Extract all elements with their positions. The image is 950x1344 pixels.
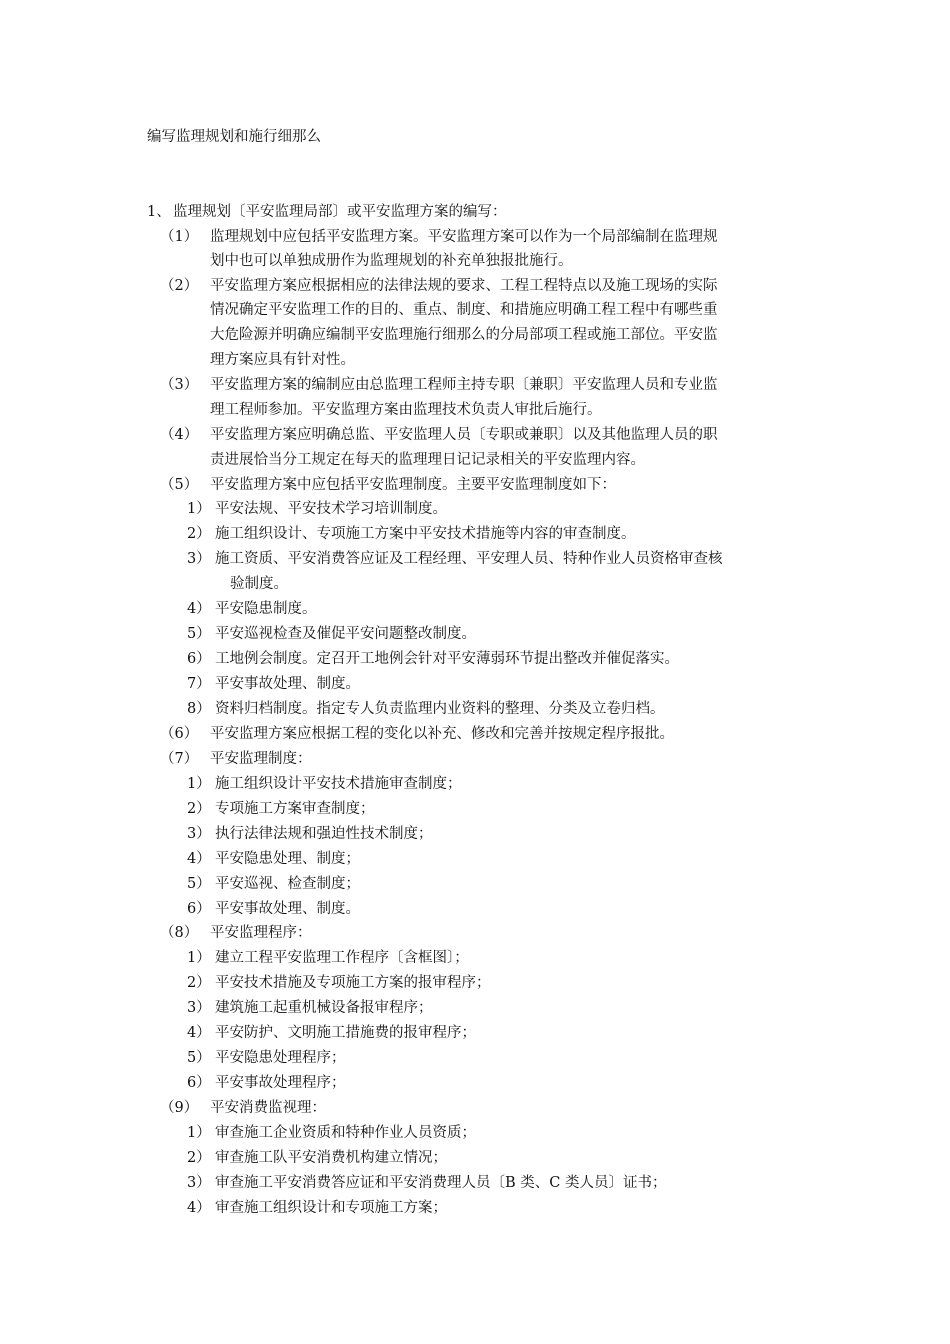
list-item-text: 平安事故处理程序；	[215, 1075, 346, 1091]
list-item-text: 执行法律法规和强迫性技术制度；	[215, 826, 433, 842]
section-number: 1、	[147, 204, 171, 220]
list-item-text: 施工组织设计平安技术措施审查制度；	[215, 776, 462, 792]
list-item-text: 工地例会制度。定召开工地例会针对平安薄弱环节提出整改并催促落实。	[215, 651, 679, 667]
list-item-number: 2）	[187, 975, 211, 991]
paragraph-number: （5）	[160, 477, 199, 493]
paragraph-line: 平安监理方案应根据相应的法律法规的要求、工程工程特点以及施工现场的实际	[210, 278, 718, 294]
list-item-number: 6）	[187, 901, 211, 917]
paragraph-number: （8）	[160, 925, 199, 941]
paragraph-number: （7）	[160, 751, 199, 767]
paragraph-line: 理方案应具有针对性。	[210, 352, 355, 368]
list-item-number: 1）	[187, 950, 211, 966]
section-heading-text: 监理规划〔平安监理局部〕或平安监理方案的编写：	[173, 204, 507, 220]
paragraph-text: 平安消费监视理：	[210, 1100, 326, 1116]
paragraph-number: （1）	[160, 229, 199, 245]
paragraph-line: 情况确定平安监理工作的目的、重点、制度、和措施应明确工程工程中有哪些重	[210, 302, 718, 318]
list-item-text: 专项施工方案审查制度；	[215, 801, 375, 817]
list-item-text: 审查施工队平安消费机构建立情况；	[215, 1150, 447, 1166]
list-item-number: 1）	[187, 501, 211, 517]
paragraph-line: 责进展恰当分工规定在每天的监理理日记记录相关的平安监理内容。	[210, 452, 645, 468]
list-item-text: 施工组织设计、专项施工方案中平安技术措施等内容的审查制度。	[215, 526, 636, 542]
list-item-number: 2）	[187, 526, 211, 542]
list-item-number: 4）	[187, 601, 211, 617]
list-item-text: 资料归档制度。指定专人负责监理内业资料的整理、分类及立卷归档。	[215, 701, 665, 717]
list-item-number: 6）	[187, 1075, 211, 1091]
paragraph-text: 平安监理方案中应包括平安监理制度。主要平安监理制度如下：	[210, 477, 616, 493]
paragraph-line: 划中也可以单独成册作为监理规划的补充单独报批施行。	[210, 253, 573, 269]
paragraph-line: 理工程师参加。平安监理方案由监理技术负责人审批后施行。	[210, 402, 602, 418]
list-item-number: 1）	[187, 1125, 211, 1141]
paragraph-number: （4）	[160, 427, 199, 443]
list-item-text: 审查施工组织设计和专项施工方案；	[215, 1200, 447, 1216]
paragraph-number: （6）	[160, 726, 199, 742]
list-item-text: 审查施工企业资质和特种作业人员资质；	[215, 1125, 476, 1141]
list-item-text: 平安巡视、检查制度；	[215, 876, 360, 892]
paragraph-text: 平安监理程序：	[210, 925, 312, 941]
list-item-number: 2）	[187, 801, 211, 817]
paragraph-text: 平安监理方案应根据工程的变化以补充、修改和完善并按规定程序报批。	[210, 726, 674, 742]
paragraph-number: （2）	[160, 278, 199, 294]
list-item-number: 3）	[187, 826, 211, 842]
paragraph-line: 监理规划中应包括平安监理方案。平安监理方案可以作为一个局部编制在监理规	[210, 229, 718, 245]
list-item-number: 3）	[187, 1000, 211, 1016]
list-item-number: 6）	[187, 651, 211, 667]
list-item-number: 7）	[187, 676, 211, 692]
list-item-number: 5）	[187, 1050, 211, 1066]
list-item-text: 审查施工平安消费答应证和平安消费理人员〔B 类、C 类人员〕证书；	[215, 1175, 667, 1191]
list-item-text: 平安隐患处理、制度；	[215, 851, 360, 867]
list-item-text: 平安法规、平安技术学习培训制度。	[215, 501, 447, 517]
list-item-number: 3）	[187, 1175, 211, 1191]
paragraph-text: 平安监理制度：	[210, 751, 312, 767]
list-item-text: 建筑施工起重机械设备报审程序；	[215, 1000, 433, 1016]
paragraph-line: 平安监理方案的编制应由总监理工程师主持专职〔兼职〕平安监理人员和专业监	[210, 377, 718, 393]
list-item-text: 施工资质、平安消费答应证及工程经理、平安理人员、特种作业人员资格审查核	[215, 551, 723, 567]
list-item-text: 建立工程平安监理工作程序〔含框图〕；	[215, 950, 469, 966]
list-item-number: 2）	[187, 1150, 211, 1166]
list-item-text: 验制度。	[230, 576, 288, 592]
list-item-number: 4）	[187, 1200, 211, 1216]
paragraph-line: 大危险源并明确应编制平安监理施行细那么的分局部项工程或施工部位。平安监	[210, 327, 718, 343]
document-title: 编写监理规划和施行细那么	[147, 129, 321, 145]
list-item-text: 平安技术措施及专项施工方案的报审程序；	[215, 975, 491, 991]
paragraph-number: （9）	[160, 1100, 199, 1116]
list-item-number: 1）	[187, 776, 211, 792]
list-item-number: 5）	[187, 626, 211, 642]
list-item-number: 8）	[187, 701, 211, 717]
list-item-number: 4）	[187, 851, 211, 867]
paragraph-number: （3）	[160, 377, 199, 393]
list-item-text: 平安事故处理、制度。	[215, 901, 360, 917]
list-item-number: 3）	[187, 551, 211, 567]
list-item-text: 平安事故处理、制度。	[215, 676, 360, 692]
list-item-text: 平安隐患处理程序；	[215, 1050, 346, 1066]
list-item-number: 4）	[187, 1025, 211, 1041]
list-item-number: 5）	[187, 876, 211, 892]
list-item-text: 平安防护、文明施工措施费的报审程序；	[215, 1025, 476, 1041]
paragraph-line: 平安监理方案应明确总监、平安监理人员〔专职或兼职〕以及其他监理人员的职	[210, 427, 718, 443]
list-item-text: 平安巡视检查及催促平安问题整改制度。	[215, 626, 476, 642]
list-item-text: 平安隐患制度。	[215, 601, 317, 617]
